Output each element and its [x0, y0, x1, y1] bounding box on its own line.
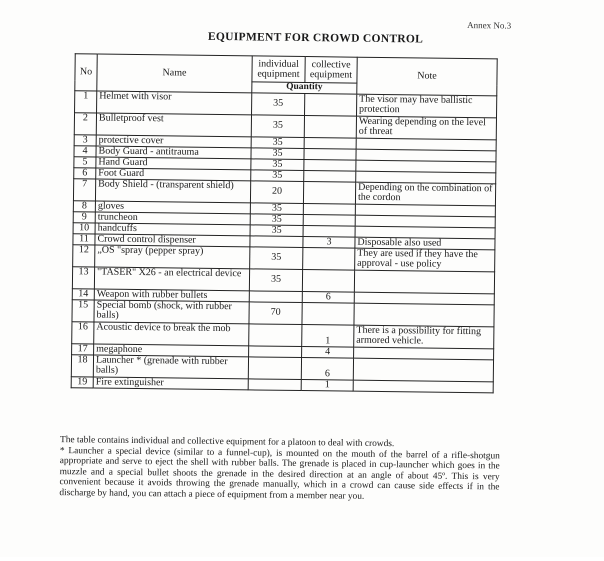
footer-note: The table contains individual and collective equipment for a platoon to deal with crowds. [59, 435, 395, 450]
row-number: 9 [73, 211, 95, 222]
row-note: They are used if they have the approval - use policy [355, 248, 495, 272]
row-collective-qty [303, 247, 355, 270]
row-individual-qty [248, 356, 301, 379]
row-number: 14 [72, 288, 94, 299]
row-collective-qty [303, 214, 355, 226]
footer-star-note: * Launcher a special device (similar to a funnel-cup), is mounted on the mouth of the barrel of a rifle-shotgun appropriate and serve to eject the shell with rubber balls. The grenade is placed in cup-launcher which goes in the muzzle and a special bullet shoots the grenade in the desired direction at an angle of about 45º. This is very convenient because it avoids throwing the grenade manually, which in a crowd can cause side effects if in the discharge by hand, you can attach a piece of equipment from a member near you. [59, 445, 500, 502]
row-collective-qty: 4 [302, 346, 354, 358]
row-number: 11 [73, 233, 95, 244]
row-number: 19 [71, 376, 93, 387]
row-number: 7 [73, 178, 95, 200]
row-name: gloves [95, 200, 250, 213]
row-collective-qty [304, 137, 356, 149]
row-individual-qty [249, 323, 302, 346]
row-number: 3 [74, 134, 96, 145]
row-individual-qty [249, 345, 302, 357]
row-collective-qty [304, 159, 356, 171]
row-name: Body Guard - antitrauma [96, 145, 251, 158]
row-individual-qty: 35 [251, 147, 304, 159]
row-name: „OS "spray (pepper spray) [95, 244, 250, 268]
row-note [353, 358, 493, 382]
row-individual-qty [249, 290, 302, 302]
row-individual-qty: 35 [251, 114, 304, 137]
row-individual-qty [250, 235, 303, 247]
row-note: Depending on the combination of the cordon [355, 182, 495, 206]
row-collective-qty: 3 [303, 236, 355, 248]
row-note [354, 303, 494, 327]
row-name: Acoustic device to break the mob [94, 321, 249, 345]
row-number: 17 [72, 343, 94, 354]
row-individual-qty: 35 [250, 213, 303, 225]
row-name: "TASER" X26 - an electrical device [94, 266, 249, 290]
row-number: 10 [73, 222, 95, 233]
row-name: Special bomb (shock, with rubber balls) [94, 299, 249, 323]
row-individual-qty: 35 [250, 224, 303, 236]
row-name: truncheon [95, 211, 250, 224]
row-note: Disposable also used [355, 237, 495, 250]
header-individual: individual equipment [252, 56, 305, 83]
row-name: handcuffs [95, 222, 250, 235]
row-number: 16 [72, 321, 94, 343]
row-number: 4 [74, 145, 96, 156]
row-note: Wearing depending on the level of threat [356, 116, 496, 140]
header-quantity: Quantity [252, 82, 357, 94]
row-number: 18 [71, 354, 93, 376]
row-collective-qty [305, 93, 357, 116]
row-individual-qty: 35 [250, 246, 303, 269]
row-collective-qty: 1 [302, 324, 354, 347]
row-name: Launcher * (grenade with rubber balls) [93, 354, 248, 378]
page-title: EQUIPMENT FOR CROWD CONTROL [207, 30, 424, 46]
row-name: Weapon with rubber bullets [94, 288, 249, 301]
row-name: Foot Guard [96, 167, 251, 180]
row-name: Crowd control dispenser [95, 233, 250, 246]
row-collective-qty: 1 [301, 379, 353, 391]
header-note: Note [357, 57, 497, 95]
header-collective: collective equipment [305, 57, 357, 84]
row-individual-qty: 35 [251, 169, 304, 181]
row-number: 12 [73, 244, 95, 266]
row-note: There is a possibility for fitting armored vehicle. [354, 325, 494, 349]
row-collective-qty [304, 148, 356, 160]
row-collective-qty [304, 115, 356, 138]
row-collective-qty [303, 225, 355, 237]
row-note: The visor may have ballistic protection [357, 94, 497, 118]
row-collective-qty [303, 181, 355, 204]
row-individual-qty [248, 378, 301, 390]
row-note [354, 270, 494, 294]
row-name: Fire extinguisher [93, 376, 248, 389]
header-name: Name [97, 54, 252, 92]
row-collective-qty [302, 269, 354, 292]
equipment-rows [71, 90, 497, 392]
row-collective-qty: 6 [302, 291, 354, 303]
row-number: 5 [74, 156, 96, 167]
header-no: No [75, 54, 97, 91]
row-name: Hand Guard [96, 156, 251, 169]
row-individual-qty: 35 [249, 268, 302, 291]
row-number: 6 [74, 167, 96, 178]
annex-label: Annex No.3 [467, 20, 512, 31]
row-collective-qty [304, 170, 356, 182]
row-number: 13 [72, 266, 94, 288]
row-name: megaphone [94, 343, 249, 356]
row-collective-qty [302, 302, 354, 325]
row-note [353, 380, 493, 393]
footer-notes [59, 435, 500, 504]
row-number: 8 [73, 200, 95, 211]
row-individual-qty: 35 [251, 136, 304, 148]
row-number: 15 [72, 299, 94, 321]
row-name: Helmet with visor [97, 91, 252, 115]
row-number: 2 [74, 112, 96, 134]
row-collective-qty: 6 [301, 357, 353, 380]
row-individual-qty: 35 [252, 92, 305, 115]
row-collective-qty [303, 203, 355, 215]
row-individual-qty: 20 [250, 180, 303, 203]
row-name: Bulletproof vest [96, 113, 251, 137]
row-individual-qty: 70 [249, 301, 302, 324]
row-name: Body Shield - (transparent shield) [95, 178, 250, 202]
row-individual-qty: 35 [251, 158, 304, 170]
row-number: 1 [75, 90, 97, 112]
row-name: protective cover [96, 135, 251, 148]
row-individual-qty: 35 [250, 202, 303, 214]
equipment-table [71, 53, 498, 393]
